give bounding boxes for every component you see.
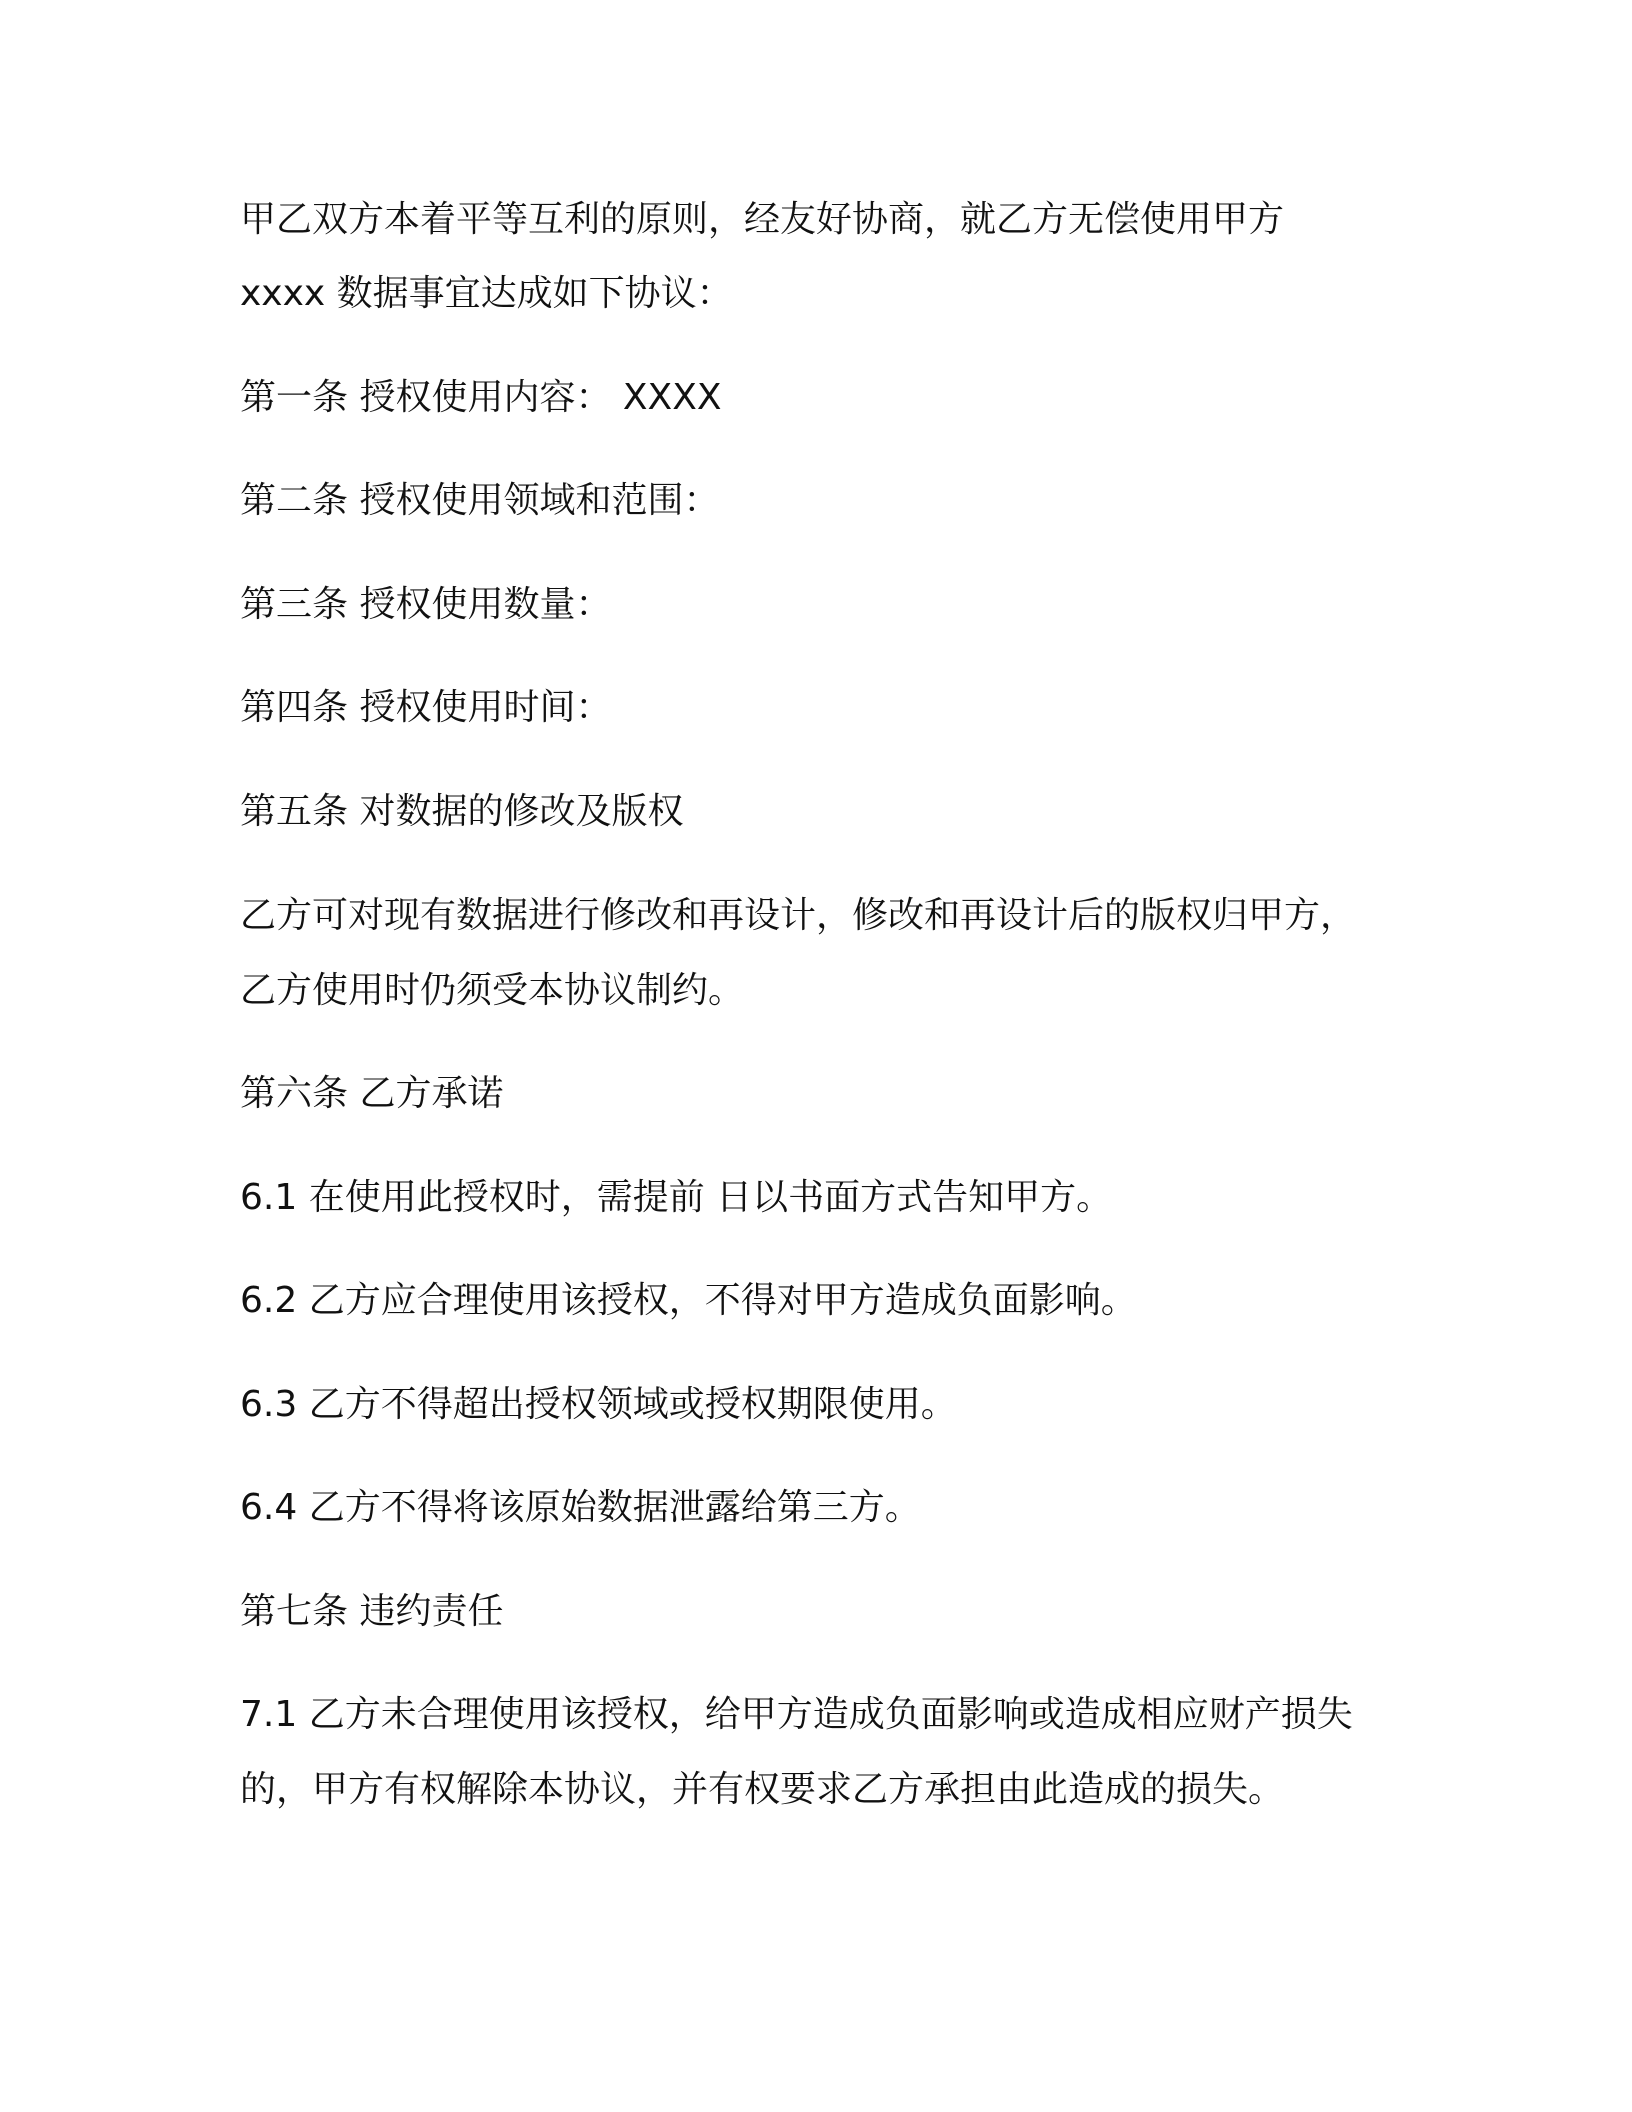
intro-line-1: 甲乙双方本着平等互利的原则，经友好协商，就乙方无偿使用甲方: [240, 199, 1285, 240]
article-2: 第二条 授权使用领域和范围：: [240, 480, 720, 521]
article-1: 第一条 授权使用内容： XXXX: [240, 377, 722, 418]
article-6-heading: 第六条 乙方承诺: [240, 1073, 504, 1114]
article-7-heading: 第七条 违约责任: [240, 1591, 504, 1632]
clause-6-4: 6.4 乙方不得将该原始数据泄露给第三方。: [240, 1487, 921, 1528]
clause-6-2: 6.2 乙方应合理使用该授权，不得对甲方造成负面影响。: [240, 1280, 1137, 1321]
article-5-body-line-1: 乙方可对现有数据进行修改和再设计，修改和再设计后的版权归甲方，: [240, 895, 1357, 936]
article-5-body-line-2: 乙方使用时仍须受本协议制约。: [240, 970, 745, 1011]
article-5-heading: 第五条 对数据的修改及版权: [240, 791, 684, 832]
clause-7-1-line-1: 7.1 乙方未合理使用该授权，给甲方造成负面影响或造成相应财产损失: [240, 1694, 1353, 1735]
clause-6-1: 6.1 在使用此授权时，需提前 日以书面方式告知甲方。: [240, 1177, 1113, 1218]
intro-line-2: xxxx 数据事宜达成如下协议：: [240, 273, 733, 314]
clause-7-1-line-2: 的，甲方有权解除本协议，并有权要求乙方承担由此造成的损失。: [240, 1769, 1285, 1810]
clause-6-3: 6.3 乙方不得超出授权领域或授权期限使用。: [240, 1384, 957, 1425]
article-4: 第四条 授权使用时间：: [240, 687, 612, 728]
article-3: 第三条 授权使用数量：: [240, 584, 612, 625]
